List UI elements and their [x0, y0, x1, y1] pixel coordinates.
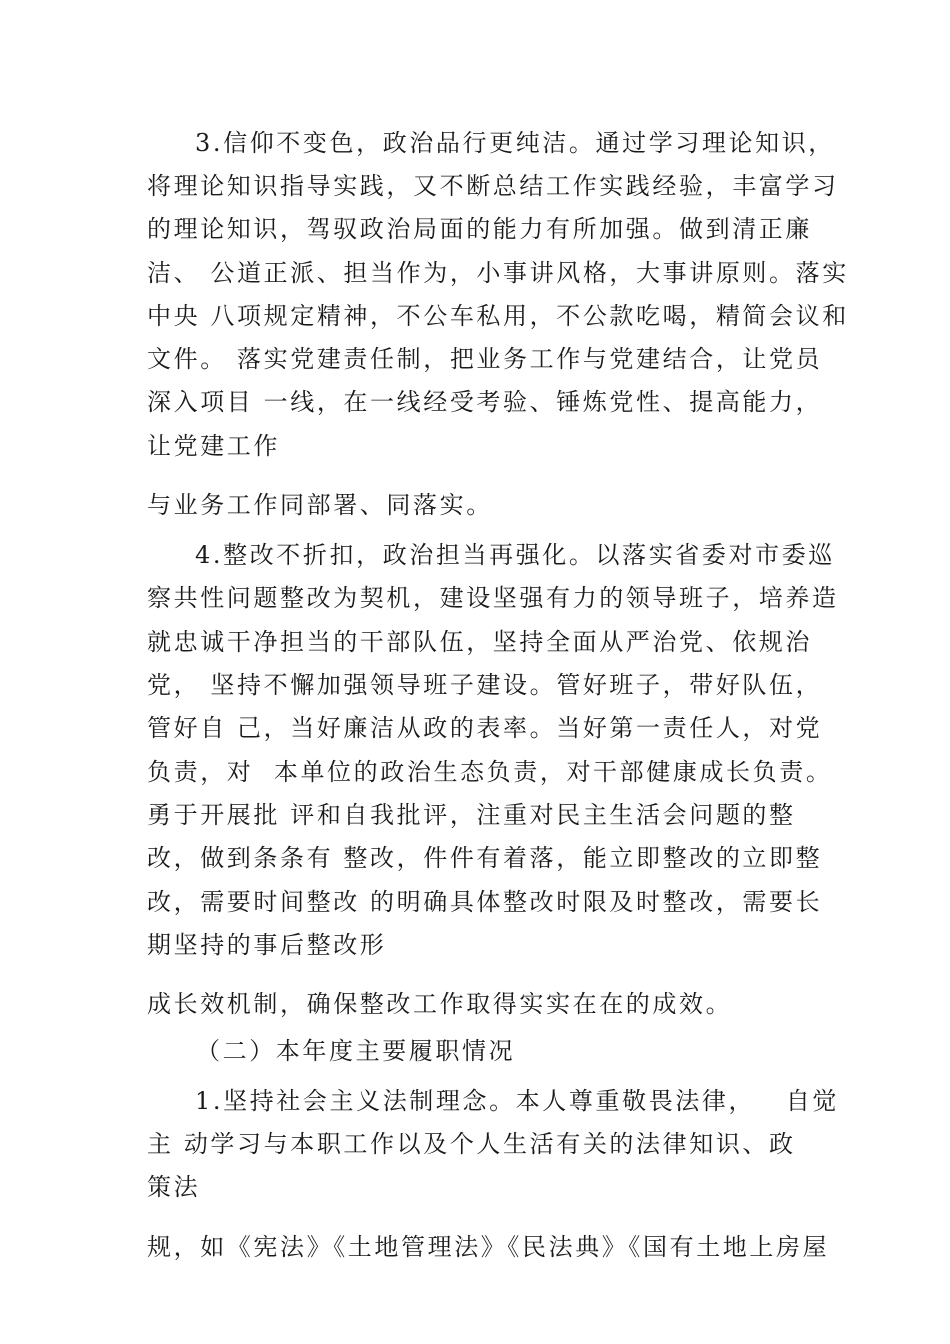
paragraph-3-line-3: 的理论知识，驾驭政治局面的能力有所加强。做到清正廉: [147, 215, 812, 243]
paragraph-3-line-4: 洁、 公道正派、担当作为，小事讲风格，大事讲原则。落实: [147, 259, 849, 287]
paragraph-4-line-8: 改，做到条条有 整改，件件有着落，能立即整改的立即整: [147, 844, 823, 872]
paragraph-3-line-5: 中央 八项规定精神，不公车私用，不公款吃喝，精简会议和: [147, 302, 849, 330]
paragraph-1-line-1: 1.坚持社会主义法制理念。本人尊重敬畏法律， 自觉: [195, 1087, 839, 1115]
paragraph-3-line-1: 3.信仰不变色，政治品行更纯洁。通过学习理论知识，: [195, 129, 835, 157]
paragraph-4-line-6: 负责，对 本单位的政治生态负责，对干部健康成长负责。: [147, 758, 833, 786]
paragraph-3-line-8: 让党建工作: [147, 432, 280, 460]
paragraph-3-line-6: 文件。 落实党建责任制，把业务工作与党建结合，让党员: [147, 345, 823, 373]
section-heading: （二）本年度主要履职情况: [196, 1037, 516, 1065]
paragraph-1-line-3: 策法: [147, 1173, 201, 1201]
paragraph-1-line-2: 主 动学习与本职工作以及个人生活有关的法律知识、政: [147, 1130, 796, 1158]
paragraph-4-line-3: 就忠诚干净担当的干部队伍，坚持全面从严治党、依规治: [147, 628, 812, 656]
paragraph-3-line-2: 将理论知识指导实践，又不断总结工作实践经验，丰富学习: [147, 172, 839, 200]
paragraph-4-line-11: 成长效机制，确保整改工作取得实实在在的成效。: [147, 990, 733, 1018]
paragraph-3-line-7: 深入项目 一线，在一线经受考验、锤炼党性、提高能力，: [147, 388, 823, 416]
paragraph-4-line-10: 期坚持的事后整改形: [147, 931, 387, 959]
paragraph-4-line-1: 4.整改不折扣，政治担当再强化。以落实省委对市委巡: [195, 541, 835, 569]
paragraph-4-line-9: 改，需要时间整改 的明确具体整改时限及时整改，需要长: [147, 888, 823, 916]
paragraph-3-line-9: 与业务工作同部署、同落实。: [147, 491, 493, 519]
paragraph-4-line-7: 勇于开展批 评和自我批评，注重对民主生活会问题的整: [147, 801, 796, 829]
paragraph-4-line-2: 察共性问题整改为契机，建设坚强有力的领导班子，培养造: [147, 584, 839, 612]
paragraph-4-line-5: 管好自 己，当好廉洁从政的表率。当好第一责任人，对党: [147, 714, 823, 742]
paragraph-4-line-4: 党， 坚持不懈加强领导班子建设。管好班子，带好队伍，: [147, 671, 823, 699]
paragraph-1-line-4: 规，如《宪法》《土地管理法》《民法典》《国有土地上房屋: [147, 1233, 830, 1261]
